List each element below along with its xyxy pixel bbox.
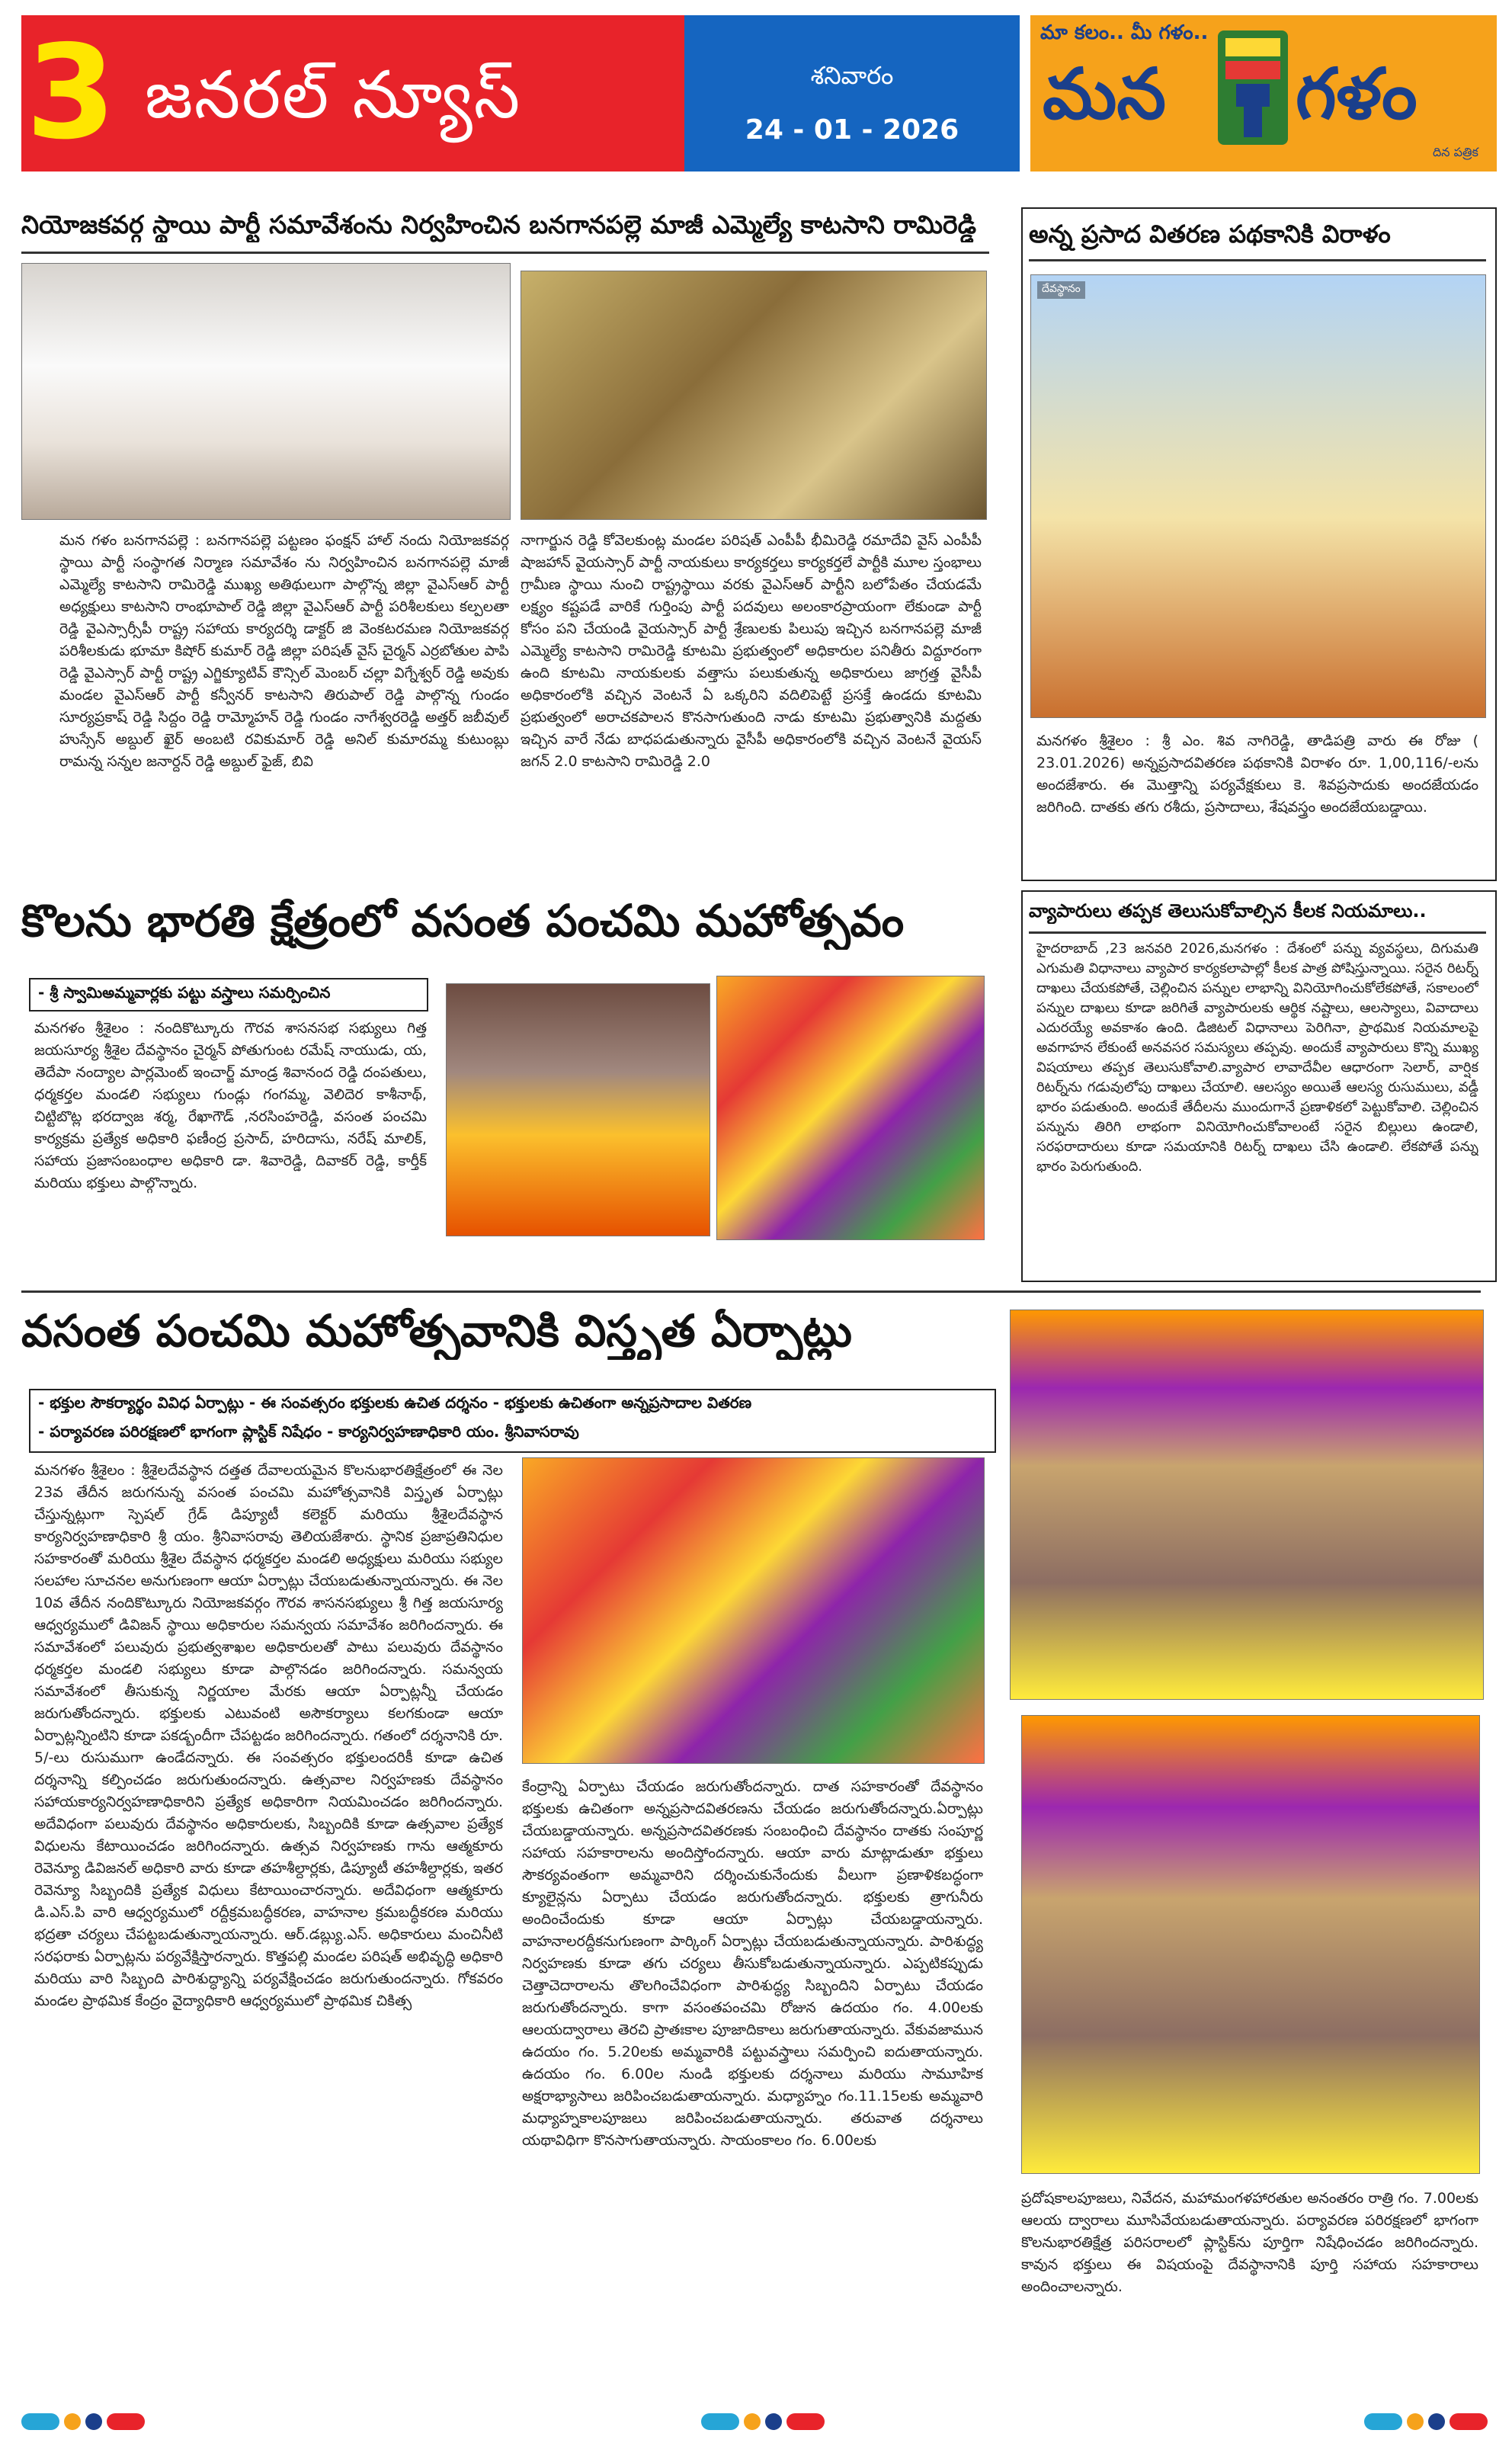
photo-donation — [1030, 274, 1486, 718]
logo-text-left: మన — [1043, 53, 1166, 135]
photo-deity-flowers — [716, 976, 985, 1240]
story5-kicker-2: - పర్యావరణ పరిరక్షణలో భాగంగా ప్లాస్టిక్ నిషేధం - కార్యనిర్వహణాధికారి యం. శ్రీనివాసరావు — [38, 1422, 579, 1441]
footer-ornament — [85, 2413, 102, 2430]
divider — [1029, 931, 1486, 934]
fist-icon-graphic — [1218, 30, 1288, 145]
story4-body: హైదరాబాద్ ,23 జనవరి 2026,మనగళం : దేశంలో పన్ను వ్యవస్థలు, దిగుమతి ఎగుమతి విధానాలు వ్యాపార కార్యకలాపాల్లో కీలక పాత్ర పోషిస్తున్నాయి. సరైన రిటర్న్ దాఖలు చేయకపోతే, చెల్లించిన పన్నుల లాభాన్ని వినియోగించుకోలేకపోతే, సకాలంలో పన్నుల దాఖలు కూడా జరిగితే వ్యాపారులకు ఆర్థిక నష్టాలు, ఆలస్యాలు, వివాదాలు ఎదురయ్యే అవకాశం ఉంది. డిజిటల్ విధానాలు పెరిగినా, ప్రాథమిక నియమాలపై అవగాహన లేకుంటే అనవసర సమస్యలు తప్పవు. అందుకే వ్యాపారులు కొన్ని ముఖ్య విషయాలు తప్పక తెలుసుకోవాలి.వ్యాపార లావాదేవీల ఆధారంగా సెలార్, వార్షిక రిటర్న్‌ను గడువులోపు దాఖలు చేయాలి. ఆలస్యం అయితే ఆలస్య రుసుములు, వడ్డీ భారం పడుతుంది. అందుకే తేదీలను ముందుగానే ప్రణాళికలో పెట్టుకోవాలి. చెల్లించిన పన్నును తిరిగి లాభంగా వినియోగించుకోవాలంటే సరైన బిల్లులు ఉండాలి, సరఫరాదారులు కూడా సమయానికి రిటర్న్ దాఖలు చేసి ఉండాలి. లేకపోతే పన్ను భారం పెరుగుతుంది. — [1036, 941, 1478, 1175]
footer-ornament — [701, 2413, 739, 2430]
footer-ornament — [1450, 2413, 1488, 2430]
story3-headline: కొలను భారతి క్షేత్రంలో వసంత పంచమి మహోత్సవం — [21, 895, 905, 947]
footer-ornament — [786, 2413, 825, 2430]
story2-headline: అన్న ప్రసాద వితరణ పథకానికి విరాళం — [1029, 220, 1391, 248]
stripe-1 — [1225, 38, 1280, 56]
photo-carved-door — [1021, 1715, 1480, 2174]
page-number: 3 — [25, 18, 117, 168]
footer-ornament — [21, 2413, 59, 2430]
photo-meeting-crowd — [21, 263, 511, 520]
footer-ornament — [64, 2413, 81, 2430]
day-label: శనివారం — [810, 61, 894, 90]
photo-watermark: దేవస్థానం — [1037, 281, 1085, 299]
logo-text-right: గళం — [1296, 53, 1418, 135]
story5-headline: వసంత పంచమి మహోత్సవానికి విస్తృత ఏర్పాట్లు — [21, 1305, 852, 1357]
story3-body: మనగళం శ్రీశైలం : నందికొట్కూరు గౌరవ శాసనసభ సభ్యులు గిత్త జయసూర్య శ్రీశైల దేవస్థానం చైర్మన్ పోతుగుంట రమేష్ నాయుడు, య, తెదేపా నంద్యాల పార్లమెంట్ ఇంచార్జ్ మాండ్ర శివానంద రెడ్డి దంపతులు, ధర్మకర్తల మండలి సభ్యులు గుండ్లు గంగమ్మ, వెలిదెర కాశీనాథ్, చిట్టిబొట్ల భరద్వాజ శర్మ, రేఖాగౌడ్ ,నరసింహరెడ్డి, వసంత పంచమి కార్యక్రమ ప్రత్యేక అధికారి ఫణీంద్ర ప్రసాద్, హరిదాసు, నరేష్ మాలిక్, సహాయ ప్రజాసంబంధాల అధికారి డా. శివారెడ్డి, దివాకర్ రెడ్డి, కార్తీక్ మరియు భక్తులు పాల్గొన్నారు. — [34, 1020, 427, 1191]
fist-shape — [1236, 84, 1270, 137]
story5-body-col2: కేంద్రాన్ని ఏర్పాటు చేయడం జరుగుతోందన్నారు. దాత సహకారంతో దేవస్థానం భక్తులకు ఉచితంగా అన్నప్రసాదవితరణను చేయడం జరుగుతోందన్నారు.ఏర్పాట్లు చేయబడ్డాయన్నారు. అన్నప్రసాదవితరణకు సంబంధించి దేవస్థానం దాతకు సంపూర్ణ సహాయ సహకారాలను అందిస్తోందన్నారు. ఆయా వారు మాట్లాడుతూ భక్తులు సౌకర్యవంతంగా అమ్మవారిని దర్శించుకునేందుకు వీలుగా ప్రణాళికబద్ధంగా క్యూలైన్లను ఏర్పాటు చేయడం జరుగుతోందన్నారు. భక్తులకు త్రాగునీరు అందించేందుకు కూడా ఆయా ఏర్పాట్లు చేయబడ్డాయన్నారు. వాహనాలరద్దీకనుగుణంగా పార్కింగ్ ఏర్పాట్లు చేయబడుతున్నాయన్నారు. పారిశుద్ధ్య నిర్వహణకు కూడా తగు చర్యలు తీసుకోబడుతున్నాయన్నారు. ఎప్పటికప్పుడు చెత్తాచెదారాలను తొలగించేవిధంగా పారిశుద్ధ్య సిబ్బందిని ఏర్పాటు చేయడం జరుగుతోందన్నారు. కాగా వసంతపంచమి రోజున ఉదయం గం. 4.00లకు ఆలయద్వారాలు తెరచి ప్రాతఃకాల పూజాదికాలు జరుగుతాయన్నారు. వేకువజామున ఉదయం గం. 5.20లకు అమ్మవారికి పట్టువస్త్రాలు సమర్పించి ఐదుతాయన్నారు. ఉదయం గం. 6.00ల నుండి భక్తులకు దర్శనాలు మరియు సామూహిక అక్షరాభ్యాసాలు జరిపించబడుతాయన్నారు. మధ్యాహ్నం గం.11.15లకు అమ్మవారి మధ్యాహ్నకాలపూజలు జరిపించబడుతాయన్నారు. తరువాత దర్శనాలు యథావిధిగా కొనసాగుతాయన్నారు. సాయంకాలం గం. 6.00లకు — [522, 1778, 983, 2149]
footer-ornament — [744, 2413, 761, 2430]
date-label: 24 - 01 - 2026 — [745, 114, 959, 146]
story1-body-col2: నాగార్జున రెడ్డి కోవెలకుంట్ల మండల పరిషత్ ఎంపీపీ భీమిరెడ్డి రమాదేవి వైస్ ఎంపీపీ షాజహాన్ వైయస్సార్ పార్టీ నాయకులు కార్యకర్తలు కార్యకర్తలే పార్టీకి మూల స్తంభాలు గ్రామీణ స్థాయి నుంచి రాష్ట్రస్థాయి వరకు వైఎస్ఆర్ పార్టీని బలోపేతం చేయడమే లక్ష్యం కష్టపడే వారికే గుర్తింపు పార్టీ పదవులు అలంకారప్రాయంగా లేకుండా పార్టీ కోసం పని చేయండి వైయస్సార్ పార్టీ శ్రేణులకు పిలుపు ఇచ్చిన బనగానపల్లె మాజీ ఎమ్మెల్యే కాటసాని రామిరెడ్డి కూటమి ప్రభుత్వంలో అధికారుల పనితీరు విద్దూరంగా ఉంది కూటమి నాయకులకు వత్తాసు పలుకుతున్న అధికారులు జాగ్రత్త వైసీపీ అధికారంలోకి వచ్చిన వెంటనే ఏ ఒక్కరిని వదిలిపెట్టే ప్రసక్తే ఉండదు కూటమి ప్రభుత్వంలో అరాచకపాలన కొనసాగుతుంది నాడు కూటమి ప్రభుత్వానికి మద్దతు ఇచ్చిన వారే నేడు బాధపడుతున్నారు వైసీపీ అధికారంలోకి వచ్చిన వెంటనే వైయస్ జగన్ 2.0 కాటసాని రామిరెడ్డి 2.0 — [521, 532, 982, 770]
story2-body: మనగళం శ్రీశైలం : శ్రీ ఎం. శివ నాగిరెడ్డి, తాడిపత్రి వారు ఈ రోజు ( 23.01.2026) అన్నప్రసాదవితరణ పథకానికి విరాళం రూ. 1,00,116/-లను అందజేశారు. ఈ మొత్తాన్ని పర్యవేక్షకులు కె. శివప్రసాదుకు అందజేయడం జరిగింది. దాతకు తగు రశీదు, ప్రసాదాలు, శేషవస్త్రం అందజేయబడ్డాయి. — [1036, 733, 1478, 816]
logo-tagline: మా కలం.. మీ గళం.. — [1040, 21, 1209, 44]
story1-body-col1: మన గళం బనగానపల్లె : బనగానపల్లె పట్టణం ఫంక్షన్ హాల్ నందు నియోజకవర్గ స్థాయి పార్టీ సంస్థాగత నిర్మాణ సమావేశం ను నిర్వహించిన బనగానపల్లె మాజీ ఎమ్మెల్యే కాటసాని రామిరెడ్డి ముఖ్య అతిథులుగా పాల్గొన్న జిల్లా వైఎస్ఆర్ పార్టీ అధ్యక్షులు కాటసాని రాంభూపాల్ రెడ్డి జిల్లా వైఎస్ఆర్ పార్టీ పరిశీలకులు కల్పలతా రెడ్డి వైఎస్సార్సీపీ రాష్ట్ర సహాయ కార్యదర్శి డాక్టర్ జి వెంకటరమణ నియోజకవర్గ పరిశీలకుడు భూమా కిషోర్ కుమార్ రెడ్డి జిల్లా పరిషత్ వైస్ చైర్మన్ ఎర్రబోతుల పాపి రెడ్డి వైఎస్సార్ పార్టీ రాష్ట్ర ఎగ్జిక్యూటివ్ కౌన్సిల్ మెంబర్ చల్లా విగ్నేశ్వర్ రెడ్డి అవుకు మండల వైఎస్ఆర్ పార్టీ కన్వీనర్ కాటసాని తిరుపాల్ రెడ్డి పాల్గొన్న గుండం సూర్యప్రకాష్ రెడ్డి సిద్దం రెడ్డి రామ్మోహన్ రెడ్డి గుండం నాగేశ్వరరెడ్డి అత్తర్ జబీవుల్ హుస్సేన్ అబ్దుల్ ఖైర్ అంబటి రవికుమార్ రెడ్డి అనిల్ కుమారమ్మ కుటుంబ్లు రామన్న సన్నల జనార్దన్ రెడ్డి అబ్దుల్ ఫైజ్, బివి — [59, 532, 509, 770]
story5-body-col3: ప్రదోషకాలపూజలు, నివేదన, మహామంగళహారతుల అనంతరం రాత్రి గం. 7.00లకు ఆలయ ద్వారాలు మూసివేయబడుతాయన్నారు. పర్యావరణ పరిరక్షణలో భాగంగా కొలనుభారతిక్షేత్ర పరిసరాలలో ప్లాస్టిక్‌ను పూర్తిగా నిషేధించడం జరిగిందన్నారు. కావున భక్తులు ఈ విషయంపై దేవస్థానానికి పూర్తి సహాయ సహకారాలు అందించాలన్నారు. — [1021, 2190, 1478, 2295]
logo-subtitle: దిన పత్రిక — [1433, 145, 1478, 159]
photo-garland-felicitation — [521, 271, 987, 520]
section-title: జనరల్ న్యూస్ — [145, 57, 522, 133]
footer-ornament — [1364, 2413, 1402, 2430]
divider — [1029, 259, 1486, 261]
fist-icon — [1218, 30, 1288, 145]
divider — [21, 1290, 1481, 1293]
divider — [21, 252, 989, 254]
footer-ornament — [1428, 2413, 1445, 2430]
story4-headline: వ్యాపారులు తప్పక తెలుసుకోవాల్సిన కీలక నియమాలు.. — [1029, 900, 1427, 922]
photo-temple-procession — [446, 983, 710, 1236]
stripe-2 — [1225, 61, 1280, 79]
photo-temple-door-entrance — [1010, 1310, 1484, 1700]
photo-decorated-hall — [522, 1457, 985, 1764]
footer-ornament — [765, 2413, 782, 2430]
story5-body-col1: మనగళం శ్రీశైలం : శ్రీశైలదేవస్థాన దత్తత దేవాలయమైన కొలనుభారతిక్షేత్రంలో ఈ నెల 23వ తేదీన జరుగనున్న వసంత పంచమి మహోత్సవానికి విస్తృత ఏర్పాట్లు చేస్తున్నట్లుగా స్పెషల్ గ్రేడ్ డిప్యూటీ కలెక్టర్ మరియు శ్రీశైలదేవస్థాన కార్యనిర్వహణాధికారి శ్రీ యం. శ్రీనివాసరావు తెలియజేశారు. స్థానిక ప్రజాప్రతినిధుల సహకారంతో మరియు శ్రీశైల దేవస్థాన ధర్మకర్తల మండలి అధ్యక్షులు మరియు సభ్యుల సలహాల సూచనల అనుగుణంగా ఆయా ఏర్పాట్లు చేయబడుతున్నాయన్నారు. ఈ నెల 10వ తేదీన నందికొట్కూరు నియోజకవర్గం గౌరవ శాసనసభ్యులు శ్రీ గిత్త జయసూర్య ఆధ్వర్యములో డివిజన్ స్థాయి అధికారుల సమన్వయ సమావేశం జరిగిందన్నారు. ఈ సమావేశంలో పలువురు ప్రభుత్వశాఖల అధికారులతో పాటు పలువురు దేవస్థానం ధర్మకర్తల మండలి సభ్యులు కూడా పాల్గొనడం జరిగిందన్నారు. సమన్వయ సమావేశంలో తీసుకున్న నిర్ణయాల మేరకు ఆయా ఏర్పాట్లన్నీ చేయడం జరుగుతోందన్నారు. భక్తులకు ఎటువంటి అసౌకర్యాలు కలగకుండా ఆయా ఏర్పాట్లన్నింటిని కూడా పకడ్బందీగా చేపట్టడం జరిగిందన్నారు. గతంలో దర్శనానికి రూ. 5/-లు రుసుముగా ఉండేదన్నారు. ఈ సంవత్సరం భక్తులందరికీ కూడా ఉచిత దర్శనాన్ని కల్పించడం జరుగుతుందన్నారు. ఉత్సవాల నిర్వహణకు దేవస్థానం సహాయకార్యనిర్వహణాధికారిని ప్రత్యేక అధికారిగా నియమించడం జరిగిందన్నారు. అదేవిధంగా పలువురు దేవస్థానం అధికారులకు, సిబ్బందికి కూడా ఉత్సవాల ప్రత్యేక విధులను కేటాయించడం జరిగిందన్నారు. ఉత్సవ నిర్వహణకు గాను ఆత్మకూరు రెవెన్యూ డివిజనల్ అధికారి వారు కూడా తహశీల్దార్లకు, డిప్యూటీ తహశీల్దార్లకు, ఇతర రెవెన్యూ సిబ్బందికి ప్రత్యేక విధులు కేటాయించారన్నారు. అదేవిధంగా ఆత్మకూరు డి.ఎస్.పి వారి ఆధ్వర్యములో రద్దీక్రమబద్ధీకరణ, వాహనాల క్రమబద్ధీకరణ మరియు భద్రతా చర్యలు చేపట్టబడుతున్నాయన్నారు. ఆర్.డబ్ల్యు.ఎస్. అధికారులు మంచినీటి సరఫరాకు ఏర్పాట్లను పర్యవేక్షిస్తారన్నారు. కొత్తపల్లి మండల పరిషత్ అభివృద్ధి అధికారి మరియు వారి సిబ్బంది పారిశుద్ధ్యాన్ని పర్యవేక్షించడం జరుగుతుందన్నారు. గోకవరం మండల ప్రాథమిక కేంద్రం వైద్యాధికారి ఆధ్వర్యములో ప్రాథమిక చికిత్స — [34, 1462, 503, 2009]
footer-ornament — [107, 2413, 145, 2430]
footer-ornament — [1407, 2413, 1424, 2430]
story1-headline: నియోజకవర్గ స్థాయి పార్టీ సమావేశంను నిర్వహించిన బనగానపల్లె మాజీ ఎమ్మెల్యే కాటసాని రామిరెడ్డి — [21, 210, 977, 239]
story5-kicker-1: - భక్తుల సౌకర్యార్థం వివిధ ఏర్పాట్లు - ఈ సంవత్సరం భక్తులకు ఉచిత దర్శనం - భక్తులకు ఉచితంగా అన్నప్రసాదాల వితరణ — [38, 1393, 752, 1412]
story3-kicker: - శ్రీ స్వామిఅమ్మవార్లకు పట్టు వస్త్రాలు సమర్పించిన — [38, 983, 331, 1002]
